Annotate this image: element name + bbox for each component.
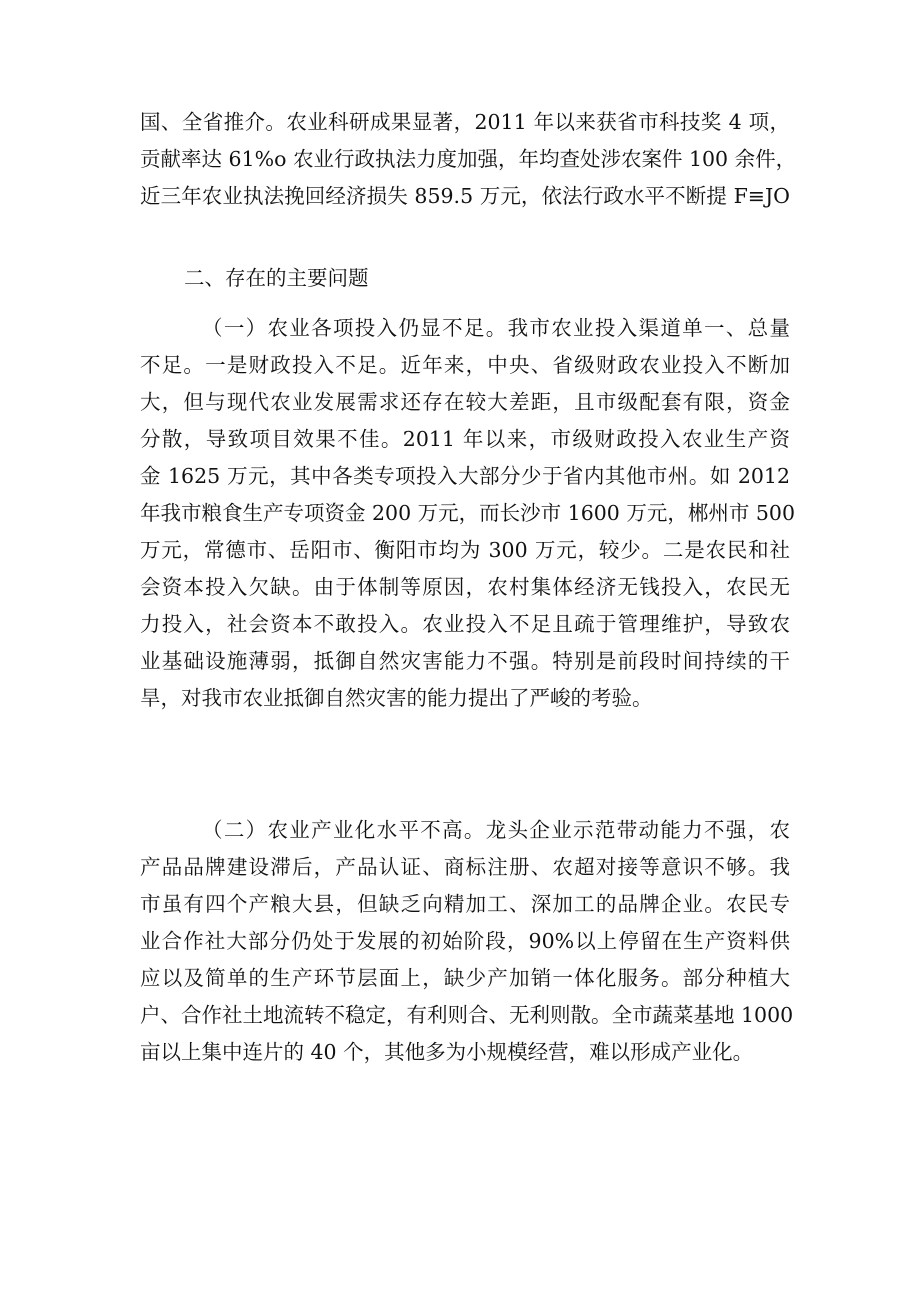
text-line: 产品品牌建设滞后，产品认证、商标注册、农超对接等意识不够。我 [140,855,790,879]
text-line: 业合作社大部分仍处于发展的初始阶段，90%以上停留在生产资料供 [140,929,790,953]
text-line: 近三年农业执法挽回经济损失 859.5 万元，依法行政水平不断提 F≡JO [140,184,790,208]
text-line: 旱，对我市农业抵御自然灾害的能力提出了严峻的考验。 [140,686,653,710]
text-line: 户、合作社土地流转不稳定，有利则合、无利则散。全市蔬菜基地 1000 [140,1003,794,1027]
section-heading-block [140,260,790,297]
text-line: 业基础设施薄弱，抵御自然灾害能力不强。特别是前段时间持续的干 [140,649,790,673]
text-line: 大，但与现代农业发展需求还存在较大差距，且市级配套有限，资金 [140,390,790,414]
text-line: 万元，常德市、岳阳市、衡阳市均为 300 万元，较少。二是农民和社 [140,538,790,562]
text-line: 国、全省推介。农业科研成果显著，2011 年以来获省市科技奖 4 项， [140,110,790,134]
text-line: （二）农业产业化水平不高。龙头企业示范带动能力不强，农 [202,818,790,842]
paragraph-industrialization [140,812,794,1071]
paragraph-investment [140,310,796,717]
text-line: 分散，导致项目效果不佳。2011 年以来，市级财政投入农业生产资 [140,427,790,451]
section-heading: 二、存在的主要问题 [184,266,369,290]
text-line: （一）农业各项投入仍显不足。我市农业投入渠道单一、总量 [202,316,790,340]
text-line: 贡献率达 61%o 农业行政执法力度加强，年均查处涉农案件 100 余件， [140,147,797,171]
text-line: 不足。一是财政投入不足。近年来，中央、省级财政农业投入不断加 [140,353,790,377]
text-line: 会资本投入欠缺。由于体制等原因，农村集体经济无钱投入，农民无 [140,575,790,599]
text-line: 金 1625 万元，其中各类专项投入大部分少于省内其他市州。如 2012 [140,464,790,488]
paragraph-continuation [140,104,797,215]
text-line: 市虽有四个产粮大县，但缺乏向精加工、深加工的品牌企业。农民专 [140,892,790,916]
text-line: 年我市粮食生产专项资金 200 万元，而长沙市 1600 万元，郴州市 500 [140,501,796,525]
text-line: 力投入，社会资本不敢投入。农业投入不足且疏于管理维护，导致农 [140,612,790,636]
text-line: 亩以上集中连片的 40 个，其他多为小规模经营，难以形成产业化。 [140,1040,754,1064]
text-line: 应以及简单的生产环节层面上，缺少产加销一体化服务。部分种植大 [140,966,790,990]
